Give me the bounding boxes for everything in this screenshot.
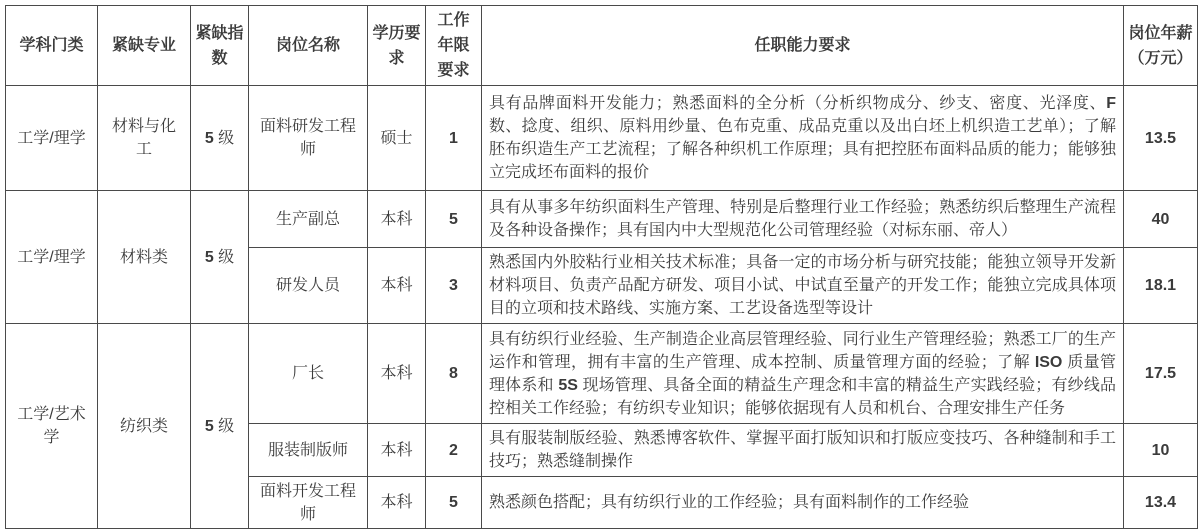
shortage-positions-table bbox=[5, 5, 1198, 529]
position-name-cell: 服装制版师 bbox=[249, 424, 368, 477]
salary-cell: 18.1 bbox=[1124, 248, 1198, 324]
requirements-cell: 具有品牌面料开发能力；熟悉面料的全分析（分析织物成分、纱支、密度、光泽度、F数、捻度、组织、原料用纱量、色布克重、成品克重以及出白坯上机织造工艺单）；了解胚布织造生产工艺流程；了解各种织机工作原理；具有把控胚布面料品质的能力；能够独立完成坯布面料的报价 bbox=[482, 86, 1124, 191]
col-header-shortage-major: 紧缺专业 bbox=[98, 6, 191, 86]
col-header-education: 学历要求 bbox=[368, 6, 426, 86]
col-header-subject-category: 学科门类 bbox=[6, 6, 98, 86]
shortage-major-cell: 材料与化工 bbox=[98, 86, 191, 191]
requirements-cell: 具有纺织行业经验、生产制造企业高层管理经验、同行业生产管理经验；熟悉工厂的生产运作和管理，拥有丰富的生产管理、成本控制、质量管理方面的经验；了解 ISO 质量管理体系和 5S 现场管理、具备全面的精益生产理念和丰富的精益生产实践经验；有纱线品控相关工作经验；有纺织专业知识；能够依据现有人员和机台、合理安排生产任务 bbox=[482, 324, 1124, 424]
education-cell: 本科 bbox=[368, 424, 426, 477]
work-years-cell: 5 bbox=[426, 191, 482, 248]
requirements-cell: 熟悉颜色搭配；具有纺织行业的工作经验；具有面料制作的工作经验 bbox=[482, 477, 1124, 529]
table-row bbox=[6, 324, 1198, 424]
position-name-cell: 研发人员 bbox=[249, 248, 368, 324]
col-header-position-name: 岗位名称 bbox=[249, 6, 368, 86]
position-name-cell: 生产副总 bbox=[249, 191, 368, 248]
subject-category-cell: 工学/理学 bbox=[6, 191, 98, 324]
col-header-salary: 岗位年薪（万元） bbox=[1124, 6, 1198, 86]
education-cell: 本科 bbox=[368, 477, 426, 529]
position-name-cell: 面料研发工程师 bbox=[249, 86, 368, 191]
header-row bbox=[6, 6, 1198, 86]
work-years-cell: 1 bbox=[426, 86, 482, 191]
salary-cell: 17.5 bbox=[1124, 324, 1198, 424]
col-header-shortage-index: 紧缺指数 bbox=[191, 6, 249, 86]
work-years-cell: 2 bbox=[426, 424, 482, 477]
table-row bbox=[6, 191, 1198, 248]
education-cell: 本科 bbox=[368, 248, 426, 324]
col-header-requirements: 任职能力要求 bbox=[482, 6, 1124, 86]
requirements-cell: 具有从事多年纺织面料生产管理、特别是后整理行业工作经验；熟悉纺织后整理生产流程及各种设备操作；具有国内中大型规范化公司管理经验（对标东丽、帝人） bbox=[482, 191, 1124, 248]
salary-cell: 13.5 bbox=[1124, 86, 1198, 191]
education-cell: 本科 bbox=[368, 191, 426, 248]
shortage-major-cell: 纺织类 bbox=[98, 324, 191, 529]
salary-cell: 13.4 bbox=[1124, 477, 1198, 529]
shortage-major-cell: 材料类 bbox=[98, 191, 191, 324]
table-row bbox=[6, 86, 1198, 191]
shortage-index-cell: 5 级 bbox=[191, 86, 249, 191]
subject-category-cell: 工学/艺术学 bbox=[6, 324, 98, 529]
requirements-cell: 具有服装制版经验、熟悉博客软件、掌握平面打版知识和打版应变技巧、各种缝制和手工技巧；熟悉缝制操作 bbox=[482, 424, 1124, 477]
position-name-cell: 面料开发工程师 bbox=[249, 477, 368, 529]
work-years-cell: 5 bbox=[426, 477, 482, 529]
shortage-index-cell: 5 级 bbox=[191, 324, 249, 529]
education-cell: 硕士 bbox=[368, 86, 426, 191]
subject-category-cell: 工学/理学 bbox=[6, 86, 98, 191]
col-header-work-years: 工作年限要求 bbox=[426, 6, 482, 86]
work-years-cell: 3 bbox=[426, 248, 482, 324]
position-name-cell: 厂长 bbox=[249, 324, 368, 424]
requirements-cell: 熟悉国内外胶粘行业相关技术标准；具备一定的市场分析与研究技能；能独立领导开发新材料项目、负责产品配方研发、项目小试、中试直至量产的开发工作；能独立完成具体项目的立项和技术路线、实施方案、工艺设备选型等设计 bbox=[482, 248, 1124, 324]
shortage-index-cell: 5 级 bbox=[191, 191, 249, 324]
work-years-cell: 8 bbox=[426, 324, 482, 424]
education-cell: 本科 bbox=[368, 324, 426, 424]
salary-cell: 10 bbox=[1124, 424, 1198, 477]
salary-cell: 40 bbox=[1124, 191, 1198, 248]
